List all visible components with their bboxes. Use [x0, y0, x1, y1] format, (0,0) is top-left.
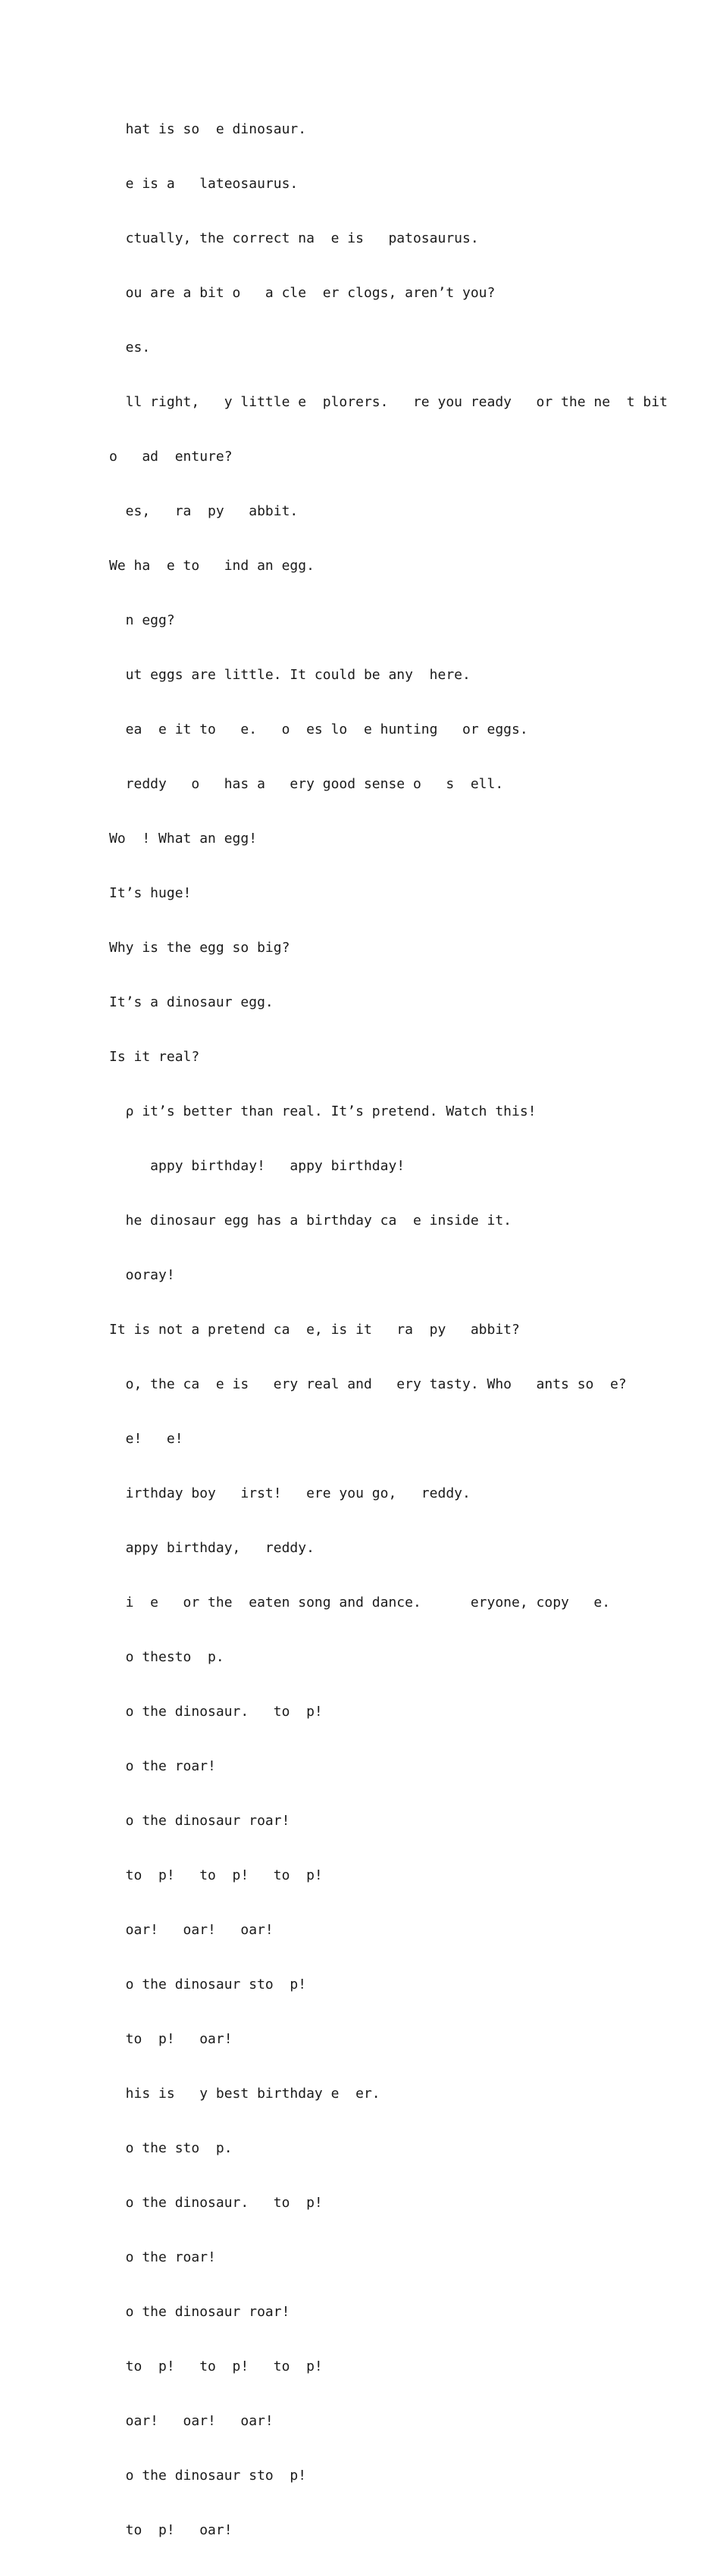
- text-line: Wo ! What an egg!: [109, 831, 258, 847]
- text-line: ou are a bit o a cle er clogs, aren’t you?: [109, 285, 496, 301]
- text-line: irthday boy irst! ere you go, reddy.: [109, 1485, 471, 1501]
- text-line: ut eggs are little. It could be any here.: [109, 667, 471, 683]
- transcript-text: [109, 84, 670, 2576]
- text-line: o the sto p.: [109, 2140, 233, 2156]
- text-line: ρ it’s better than real. It’s pretend. Watch this!: [109, 1103, 537, 1119]
- text-line: It is not a pretend ca e, is it ra py abbit?: [109, 1322, 520, 1338]
- text-line: o the dinosaur sto p!: [109, 2468, 307, 2484]
- text-line: o the dinosaur roar!: [109, 2304, 290, 2320]
- text-line: ctually, the correct na e is patosaurus.: [109, 230, 479, 246]
- text-line: he dinosaur egg has a birthday ca e inside it.: [109, 1213, 512, 1229]
- text-line: ll right, y little e plorers. re you ready or the ne t bit: [109, 394, 668, 410]
- text-line: to p! oar!: [109, 2522, 233, 2538]
- text-line: to p! oar!: [109, 2031, 233, 2047]
- text-line: es, ra py abbit.: [109, 503, 299, 519]
- text-line: It’s a dinosaur egg.: [109, 994, 274, 1010]
- text-line: appy birthday, reddy.: [109, 1540, 315, 1556]
- text-line: appy birthday! appy birthday!: [109, 1158, 405, 1174]
- text-line: to p! to p! to p!: [109, 1867, 323, 1883]
- text-line: We ha e to ind an egg.: [109, 558, 315, 574]
- text-line: his is y best birthday e er.: [109, 2086, 380, 2102]
- text-line: o the roar!: [109, 1758, 216, 1774]
- text-line: It’s huge!: [109, 885, 192, 901]
- text-line: o the dinosaur. to p!: [109, 1704, 323, 1720]
- text-line: o the dinosaur roar!: [109, 1813, 290, 1829]
- text-line: o thesto p.: [109, 1649, 224, 1665]
- text-line: Why is the egg so big?: [109, 940, 290, 956]
- text-line: o the dinosaur sto p!: [109, 1977, 307, 1992]
- text-line: o the dinosaur. to p!: [109, 2195, 323, 2211]
- text-line: ea e it to e. o es lo e hunting or eggs.: [109, 721, 528, 737]
- text-line: n egg?: [109, 612, 175, 628]
- text-line: o, the ca e is ery real and ery tasty. Who ants so e?: [109, 1376, 627, 1392]
- text-line: o ad enture?: [109, 449, 233, 465]
- text-line: e is a lateosaurus.: [109, 176, 299, 192]
- text-line: o the roar!: [109, 2249, 216, 2265]
- text-line: reddy o has a ery good sense o s ell.: [109, 776, 504, 792]
- text-line: i e or the eaten song and dance. eryone, copy e.: [109, 1595, 611, 1610]
- text-line: es.: [109, 340, 151, 355]
- text-line: oar! oar! oar!: [109, 2413, 274, 2429]
- text-line: Is it real?: [109, 1049, 200, 1065]
- text-line: oar! oar! oar!: [109, 1922, 274, 1938]
- text-line: e! e!: [109, 1431, 183, 1447]
- text-line: hat is so e dinosaur.: [109, 121, 307, 137]
- text-line: ooray!: [109, 1267, 175, 1283]
- text-line: to p! to p! to p!: [109, 2358, 323, 2374]
